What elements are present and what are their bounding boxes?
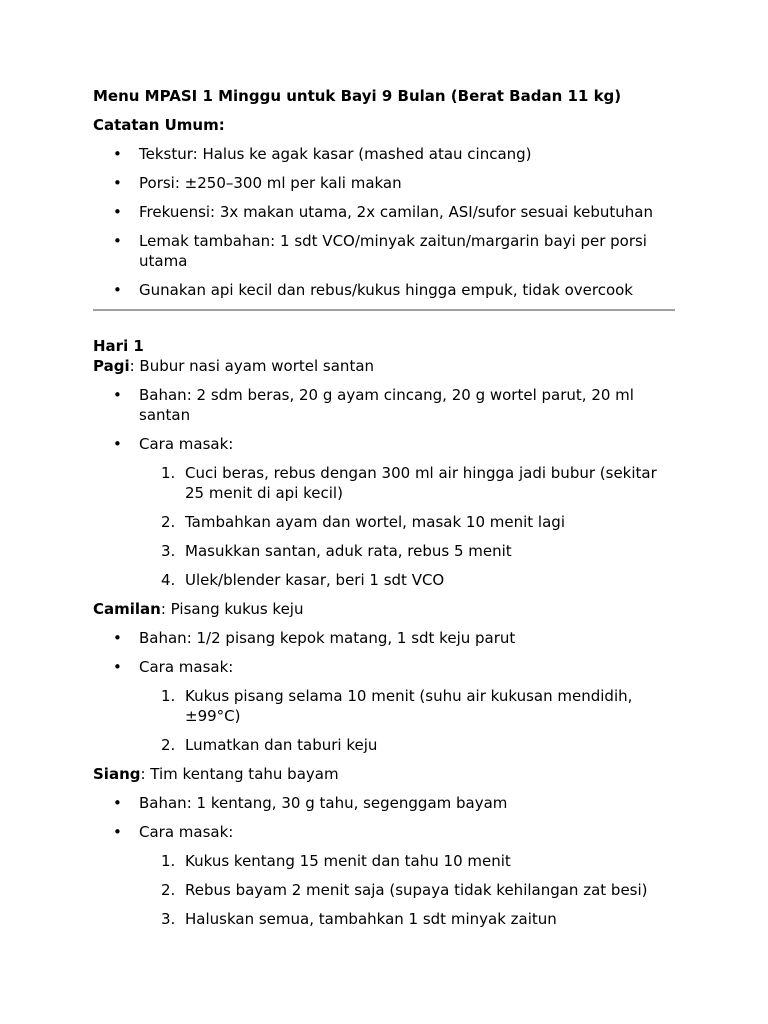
- notes-list: [93, 144, 675, 300]
- bullet-icon: •: [113, 145, 122, 163]
- list-item: [93, 385, 675, 425]
- bullet-icon: •: [113, 174, 122, 192]
- notes-heading: Catatan Umum:: [93, 116, 225, 134]
- step-text: Rebus bayam 2 menit saja (supaya tidak kehilangan zat besi): [185, 881, 648, 899]
- ingredients-text: Bahan: 1/2 pisang kepok matang, 1 sdt keju parut: [139, 629, 516, 647]
- steps-list: [139, 686, 675, 755]
- note-text: Lemak tambahan: 1 sdt VCO/minyak zaitun/margarin bayi per porsi utama: [139, 232, 647, 270]
- list-item: [93, 173, 675, 193]
- list-item: [93, 822, 675, 929]
- meal-details-siang: [93, 793, 675, 929]
- step-text: Kukus kentang 15 menit dan tahu 10 menit: [185, 852, 511, 870]
- step-text: Masukkan santan, aduk rata, rebus 5 menit: [185, 542, 512, 560]
- step-item: [139, 851, 675, 871]
- step-item: [139, 686, 675, 726]
- meal-name: Pagi: [93, 357, 130, 375]
- step-number: 3.: [161, 910, 176, 928]
- step-item: [139, 512, 675, 532]
- meal-dish: : Pisang kukus keju: [160, 600, 304, 618]
- step-item: [139, 541, 675, 561]
- bullet-icon: •: [113, 203, 122, 221]
- list-item: [93, 280, 675, 300]
- step-text: Lumatkan dan taburi keju: [185, 736, 378, 754]
- step-text: Tambahkan ayam dan wortel, masak 10 menit lagi: [185, 513, 565, 531]
- bullet-icon: •: [113, 794, 122, 812]
- step-item: [139, 880, 675, 900]
- list-item: [93, 628, 675, 648]
- step-item: [139, 735, 675, 755]
- list-item: [93, 793, 675, 813]
- step-item: [139, 909, 675, 929]
- day-title: Hari 1: [93, 337, 144, 355]
- step-number: 1.: [161, 687, 176, 705]
- step-item: [139, 570, 675, 590]
- note-text: Tekstur: Halus ke agak kasar (mashed atau cincang): [139, 145, 532, 163]
- document-content: [93, 86, 675, 938]
- step-number: 4.: [161, 571, 176, 589]
- list-item: [93, 231, 675, 271]
- meal-dish: : Tim kentang tahu bayam: [140, 765, 339, 783]
- note-text: Frekuensi: 3x makan utama, 2x camilan, ASI/sufor sesuai kebutuhan: [139, 203, 653, 221]
- document-title: Menu MPASI 1 Minggu untuk Bayi 9 Bulan (Berat Badan 11 kg): [93, 87, 622, 105]
- meal-dish: : Bubur nasi ayam wortel santan: [129, 357, 375, 375]
- step-number: 3.: [161, 542, 176, 560]
- bullet-icon: •: [113, 658, 122, 676]
- list-item: [93, 202, 675, 222]
- bullet-icon: •: [113, 629, 122, 647]
- list-item: [93, 144, 675, 164]
- steps-list: [139, 851, 675, 929]
- step-number: 2.: [161, 736, 176, 754]
- meal-name: Siang: [93, 765, 141, 783]
- step-text: Kukus pisang selama 10 menit (suhu air kukusan mendidih, ±99°C): [185, 687, 633, 725]
- bullet-icon: •: [113, 435, 122, 453]
- meal-details-pagi: [93, 385, 675, 590]
- bullet-icon: •: [113, 281, 122, 299]
- step-number: 1.: [161, 852, 176, 870]
- step-text: Ulek/blender kasar, beri 1 sdt VCO: [185, 571, 445, 589]
- meal-heading-pagi: [93, 356, 675, 376]
- step-text: Cuci beras, rebus dengan 300 ml air hingga jadi bubur (sekitar 25 menit di api kecil): [185, 464, 657, 502]
- list-item: [93, 434, 675, 590]
- horizontal-divider: [93, 309, 675, 311]
- step-text: Haluskan semua, tambahkan 1 sdt minyak zaitun: [185, 910, 557, 928]
- meal-details-camilan: [93, 628, 675, 755]
- method-label: Cara masak:: [139, 823, 234, 841]
- step-number: 2.: [161, 881, 176, 899]
- note-text: Gunakan api kecil dan rebus/kukus hingga empuk, tidak overcook: [139, 281, 633, 299]
- note-text: Porsi: ±250–300 ml per kali makan: [139, 174, 402, 192]
- meal-heading-camilan: [93, 599, 675, 619]
- ingredients-text: Bahan: 1 kentang, 30 g tahu, segenggam bayam: [139, 794, 508, 812]
- bullet-icon: •: [113, 232, 122, 250]
- meal-heading-siang: [93, 764, 675, 784]
- bullet-icon: •: [113, 823, 122, 841]
- steps-list: [139, 463, 675, 590]
- meal-name: Camilan: [93, 600, 161, 618]
- list-item: [93, 657, 675, 755]
- step-number: 1.: [161, 464, 176, 482]
- ingredients-text: Bahan: 2 sdm beras, 20 g ayam cincang, 20 g wortel parut, 20 ml santan: [139, 386, 634, 424]
- method-label: Cara masak:: [139, 435, 234, 453]
- method-label: Cara masak:: [139, 658, 234, 676]
- step-number: 2.: [161, 513, 176, 531]
- step-item: [139, 463, 675, 503]
- bullet-icon: •: [113, 386, 122, 404]
